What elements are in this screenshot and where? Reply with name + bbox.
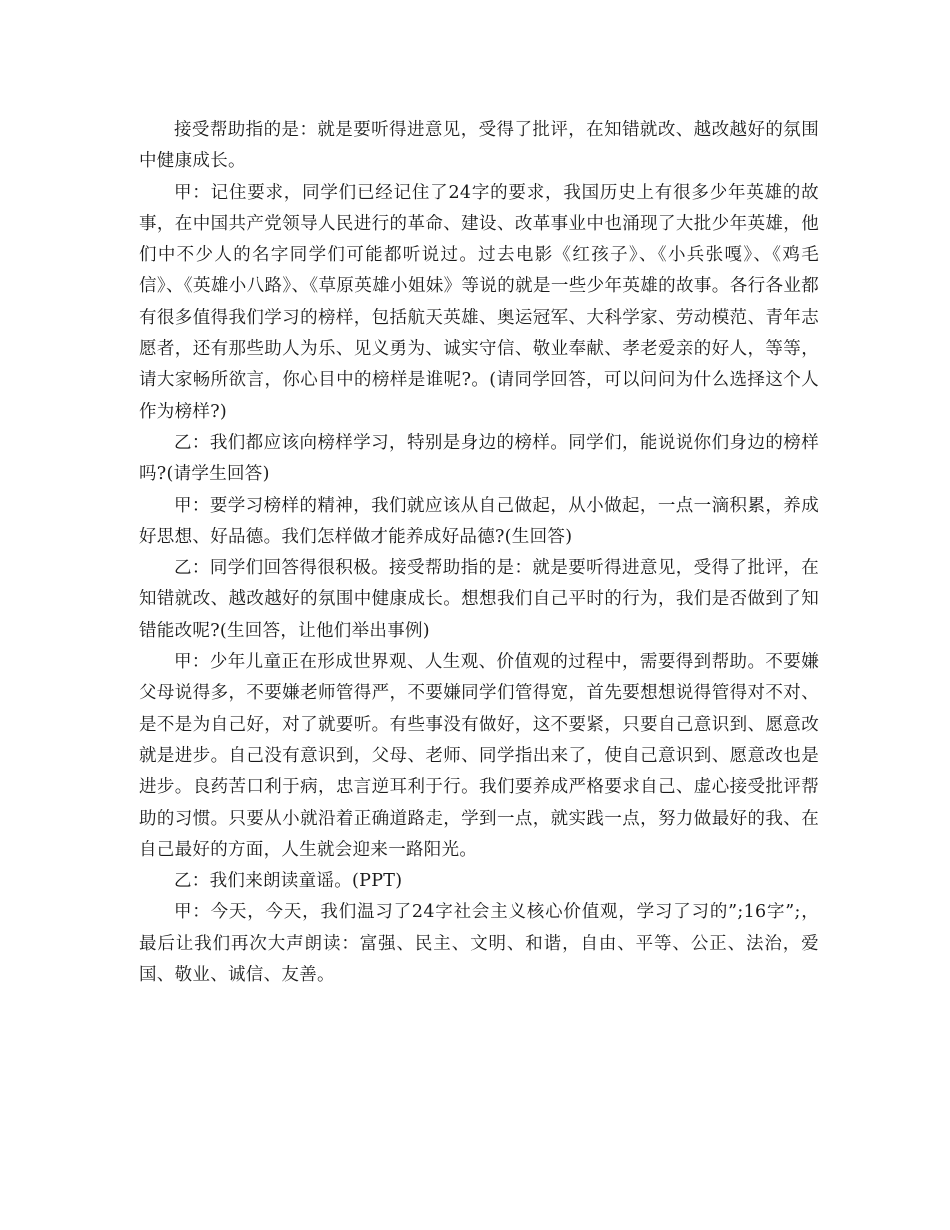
paragraph-5: 乙：同学们回答得很积极。接受帮助指的是：就是要听得进意见，受得了批评，在知错就改、越改越好的氛围中健康成长。想想我们自己平时的行为，我们是否做到了知错能改呢?(生回答，让他们举出事例) xyxy=(139,558,819,641)
document-body xyxy=(139,115,819,991)
paragraph-8: 甲：今天，今天，我们温习了24字社会主义核心价值观，学习了习的”;16字”;，最后让我们再次大声朗读：富强、民主、文明、和谐，自由、平等、公正、法治，爱国、敬业、诚信、友善。 xyxy=(139,902,819,986)
paragraph-3: 乙：我们都应该向榜样学习，特别是身边的榜样。同学们，能说说你们身边的榜样吗?(请学生回答) xyxy=(139,432,819,485)
paragraph-7: 乙：我们来朗读童谣。(PPT) xyxy=(174,871,403,892)
paragraph-4: 甲：要学习榜样的精神，我们就应该从自己做起，从小做起，一点一滴积累，养成好思想、好品德。我们怎样做才能养成好品德?(生回答) xyxy=(139,495,819,547)
paragraph-1: 接受帮助指的是：就是要听得进意见，受得了批评，在知错就改、越改越好的氛围中健康成长。 xyxy=(139,120,819,172)
paragraph-6: 甲：少年儿童正在形成世界观、人生观、价值观的过程中，需要得到帮助。不要嫌父母说得多，不要嫌老师管得严，不要嫌同学们管得宽，首先要想想说得管得对不对、是不是为自己好，对了就要听。有些事没有做好，这不要紧，只要自己意识到、愿意改就是进步。自己没有意识到，父母、老师、同学指出来了，使自己意识到、愿意改也是进步。良药苦口利于病，忠言逆耳利于行。我们要养成严格要求自己、虚心接受批评帮助的习惯。只要从小就沿着正确道路走，学到一点，就实践一点，努力做最好的我、在自己最好的方面，人生就会迎来一路阳光。 xyxy=(139,652,819,860)
paragraph-2: 甲：记住要求，同学们已经记住了24字的要求，我国历史上有很多少年英雄的故事，在中国共产党领导人民进行的革命、建设、改革事业中也涌现了大批少年英雄，他们中不少人的名字同学们可能都听说过。过去电影《红孩子》、《小兵张嘎》、《鸡毛信》、《英雄小八路》、《草原英雄小姐妹》等说的就是一些少年英雄的故事。各行各业都有很多值得我们学习的榜样，包括航天英雄、奥运冠军、大科学家、劳动模范、青年志愿者，还有那些助人为乐、见义勇为、诚实守信、敬业奉献、孝老爱亲的好人，等等，请大家畅所欲言，你心目中的榜样是谁呢?。(请同学回答，可以问问为什么选择这个人作为榜样?) xyxy=(139,182,819,422)
